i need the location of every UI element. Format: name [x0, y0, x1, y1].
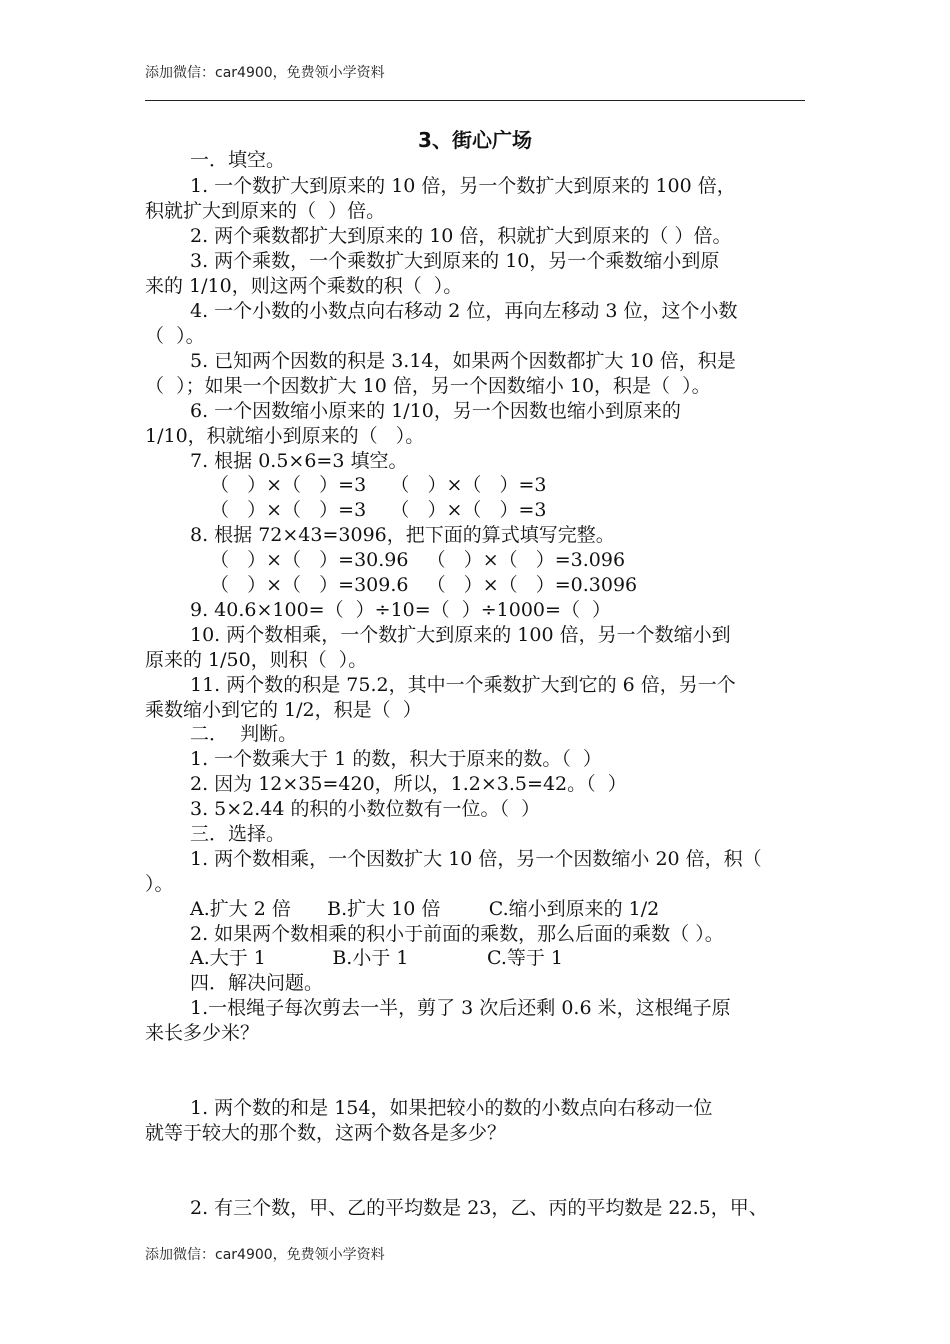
text-line: 3. 两个乘数，一个乘数扩大到原来的 10，另一个乘数缩小到原: [190, 250, 720, 272]
options-line: A.大于 1 B.小于 1 C.等于 1: [190, 947, 563, 969]
text-line: 3. 5×2.44 的积的小数位数有一位。（ ）: [190, 798, 541, 820]
text-line: 2. 有三个数，甲、乙的平均数是 23，乙、丙的平均数是 22.5，甲、: [190, 1197, 768, 1219]
header-divider: [145, 100, 805, 101]
section-heading: 一．填空。: [190, 149, 286, 171]
text-line: 1.一根绳子每次剪去一半，剪了 3 次后还剩 0.6 米，这根绳子原: [190, 997, 731, 1019]
text-line: 1. 两个数的和是 154，如果把较小的数的小数点向右移动一位: [190, 1097, 713, 1119]
text-line: 2. 两个乘数都扩大到原来的 10 倍，积就扩大到原来的（ ）倍。: [190, 225, 732, 247]
page-header: 添加微信：car4900，免费领小学资料: [145, 65, 385, 81]
text-line: 乘数缩小到它的 1/2，积是（ ）: [145, 699, 422, 721]
text-line: 4. 一个小数的小数点向右移动 2 位，再向左移动 3 位，这个小数: [190, 300, 738, 322]
text-line: 原来的 1/50，则积（ ）。: [145, 649, 368, 671]
section-heading: 四．解决问题。: [190, 972, 324, 994]
page-footer: 添加微信：car4900，免费领小学资料: [145, 1247, 385, 1263]
text-line: 2. 如果两个数相乘的积小于前面的乘数，那么后面的乘数（ ）。: [190, 923, 724, 945]
text-line: 就等于较大的那个数，这两个数各是多少？: [145, 1122, 507, 1144]
text-line: 10. 两个数相乘，一个数扩大到原来的 100 倍，另一个数缩小到: [190, 624, 731, 646]
text-line: ）。: [145, 873, 174, 895]
text-line: 11. 两个数的积是 75.2，其中一个乘数扩大到它的 6 倍，另一个: [190, 674, 736, 696]
text-line: 8. 根据 72×43=3096，把下面的算式填写完整。: [190, 524, 615, 546]
fill-blank-line: （ ）×（ ）=30.96 （ ）×（ ）=3.096: [210, 549, 626, 571]
text-line: （ ）。: [145, 325, 205, 347]
text-line: 来的 1/10，则这两个乘数的积（ ）。: [145, 275, 463, 297]
options-line: A.扩大 2 倍 B.扩大 10 倍 C.缩小到原来的 1/2: [190, 898, 660, 920]
text-line: 1. 一个数扩大到原来的 10 倍，另一个数扩大到原来的 100 倍，: [190, 175, 736, 197]
text-line: 9. 40.6×100=（ ）÷10=（ ）÷1000=（ ）: [190, 599, 612, 621]
fill-blank-line: （ ）×（ ）=3 （ ）×（ ）=3: [210, 499, 547, 521]
text-line: 6. 一个因数缩小原来的 1/10，另一个因数也缩小到原来的: [190, 400, 681, 422]
section-heading: 二． 判断。: [190, 723, 298, 745]
fill-blank-line: （ ）×（ ）=309.6 （ ）×（ ）=0.3096: [210, 574, 638, 596]
text-line: 来长多少米？: [145, 1022, 260, 1044]
page-title: 3、街心广场: [418, 128, 532, 152]
fill-blank-line: （ ）×（ ）=3 （ ）×（ ）=3: [210, 474, 547, 496]
text-line: 1/10，积就缩小到原来的（ ）。: [145, 425, 425, 447]
text-line: 5. 已知两个因数的积是 3.14，如果两个因数都扩大 10 倍，积是: [190, 350, 736, 372]
text-line: 1. 一个数乘大于 1 的数，积大于原来的数。（ ）: [190, 748, 602, 770]
text-line: 积就扩大到原来的（ ）倍。: [145, 200, 386, 222]
section-heading: 三．选择。: [190, 823, 286, 845]
text-line: （ ）；如果一个因数扩大 10 倍，另一个因数缩小 10，积是（ ）。: [145, 375, 711, 397]
text-line: 7. 根据 0.5×6=3 填空。: [190, 450, 408, 472]
text-line: 2. 因为 12×35=420，所以，1.2×3.5=42。（ ）: [190, 773, 627, 795]
text-line: 1. 两个数相乘，一个因数扩大 10 倍，另一个因数缩小 20 倍，积（: [190, 848, 762, 870]
